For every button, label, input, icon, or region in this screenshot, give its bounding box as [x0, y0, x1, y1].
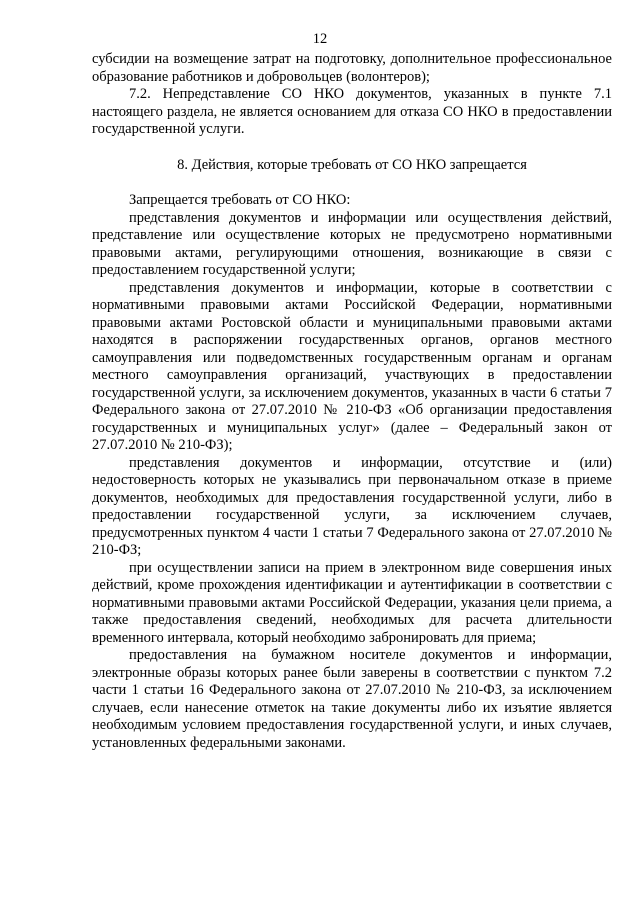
list-item-1: представления документов и информации или осуществления действий, представление или осуществление которых не предусмотрено нормативными правовыми актами, регулирующими отношения, возникающие в связи с предоставлением государственной услуги;	[92, 209, 612, 278]
list-item-5: предоставления на бумажном носителе документов и информации, электронные образы которых ранее были заверены в соответствии с пунктом 7.2 части 1 статьи 16 Федерального закона от 27.07.2010 № 210-ФЗ, за исключением случаев, если нанесение отметок на такие документы либо их изъятие является необходимым условием предоставления государственной услуги, и иных случаев, установленных федеральными законами.	[92, 647, 612, 751]
document-body	[92, 51, 612, 752]
paragraph-subsidies-continuation: субсидии на возмещение затрат на подготовку, дополнительное профессиональное образование работников и добровольцев (волонтеров);	[92, 51, 612, 85]
paragraph-7-2: 7.2. Непредставление СО НКО документов, указанных в пункте 7.1 настоящего раздела, не является основанием для отказа СО НКО в предоставлении государственной услуги.	[92, 86, 612, 137]
list-item-4: при осуществлении записи на прием в электронном виде совершения иных действий, кроме прохождения идентификации и аутентификации в соответствии с нормативными правовыми актами Российской Федерации, указания цели приема, а также предоставления сведений, необходимых для расчета длительности временного интервала, который необходимо забронировать для приема;	[92, 559, 612, 646]
list-item-2: представления документов и информации, которые в соответствии с нормативными правовыми актами Российской Федерации, нормативными правовыми актами Ростовской области и муниципальными правовыми актами находятся в распоряжении государственных органов, органов местного самоуправления или подведомственных государственным органам и органам местного самоуправления организаций, участвующих в предоставлении государственной услуги, за исключением документов, указанных в части 6 статьи 7 Федерального закона от 27.07.2010 № 210-ФЗ «Об организации предоставления государственных и муниципальных услуг» (далее – Федеральный закон от 27.07.2010 № 210-ФЗ);	[92, 279, 612, 453]
list-item-3: представления документов и информации, отсутствие и (или) недостоверность которых не указывались при первоначальном отказе в приеме документов, необходимых для предоставления государственной услуги, либо в предоставлении государственной услуги, за исключением случаев, предусмотренных пунктом 4 части 1 статьи 7 Федерального закона от 27.07.2010 № 210-ФЗ;	[92, 454, 612, 558]
page-number: 12	[312, 31, 328, 47]
section-heading: 8. Действия, которые требовать от СО НКО запрещается	[177, 156, 527, 173]
intro-paragraph: Запрещается требовать от СО НКО:	[129, 192, 351, 208]
